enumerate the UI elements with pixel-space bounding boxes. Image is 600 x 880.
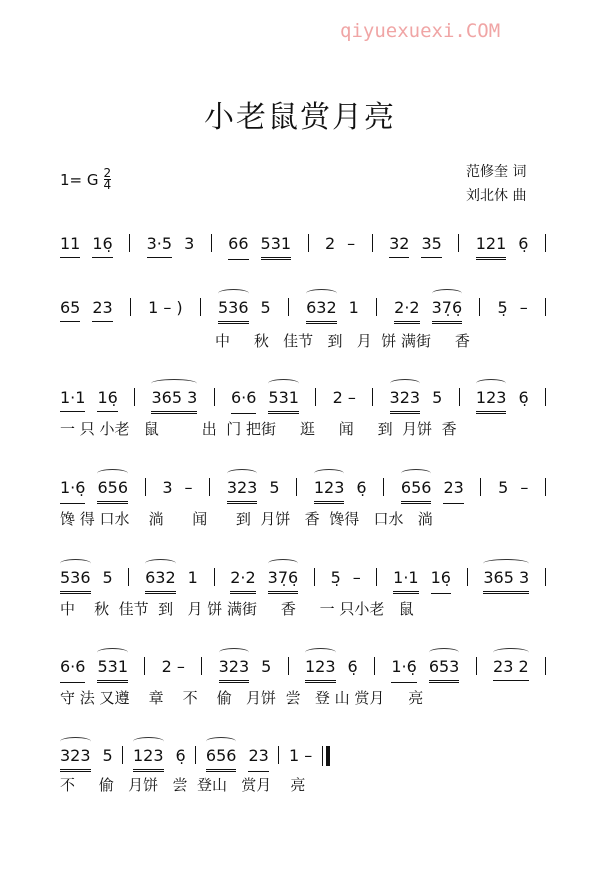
note-group: 37̣6̣ — [268, 568, 299, 594]
measure — [133, 746, 186, 772]
slur — [432, 289, 463, 298]
note-group: 1 – ) — [148, 298, 183, 317]
barline — [145, 478, 146, 496]
note-group: 656 — [206, 746, 237, 772]
note-group: 5 — [260, 298, 271, 317]
note-group: 656 — [401, 478, 432, 504]
barline — [479, 298, 480, 316]
note-group: 23 — [248, 746, 268, 772]
measure — [227, 478, 280, 504]
barline — [200, 298, 201, 316]
barline — [288, 298, 289, 316]
barline — [201, 657, 202, 675]
note-group: 65 — [60, 298, 80, 322]
note-group: 5 — [498, 478, 509, 497]
barline — [278, 746, 279, 764]
key-signature — [60, 168, 111, 191]
note-group: 5 — [102, 568, 113, 587]
measure — [230, 568, 298, 594]
note-group: 23 — [92, 298, 112, 322]
measure — [394, 298, 462, 324]
note-group: 16̣ — [92, 234, 112, 258]
note-group: 323 — [219, 657, 250, 683]
slur — [219, 648, 250, 657]
note-group: 3·5 — [147, 234, 172, 258]
slur — [206, 737, 237, 746]
note-group: 123 — [133, 746, 164, 772]
lyricist: 范修奎 词 — [466, 164, 527, 180]
barline — [128, 568, 129, 586]
lyrics-line: 不 偷 月饼 尝 登山 赏月 亮 — [60, 776, 306, 794]
measure — [60, 388, 118, 412]
note-group: 6̣ — [356, 478, 367, 497]
note-group: 1·6̣ — [391, 657, 416, 683]
music-row — [60, 234, 546, 260]
barline — [372, 388, 373, 406]
note-group: 323 — [227, 478, 258, 504]
barline — [476, 657, 477, 675]
note-group: 5̣ — [330, 568, 341, 587]
measure — [306, 298, 359, 324]
slur — [401, 469, 432, 478]
measure — [389, 234, 442, 258]
measure — [162, 478, 192, 501]
measure — [60, 234, 113, 258]
note-group: 632 — [306, 298, 337, 324]
time-signature — [104, 168, 112, 191]
measure — [305, 657, 358, 683]
note-group: 536 — [218, 298, 249, 324]
barline — [214, 388, 215, 406]
measure — [60, 568, 113, 594]
note-group: 2 – — [332, 388, 356, 407]
slur — [133, 737, 164, 746]
note-group: 6̣ — [347, 657, 358, 676]
note-group: 5 — [102, 746, 113, 765]
barline — [376, 568, 377, 586]
lyrics-line: 中 秋 佳节 到 月 饼 满街 香 — [215, 332, 470, 350]
measure — [331, 568, 361, 591]
note-group: 6·6 — [60, 657, 85, 683]
measure — [151, 388, 197, 414]
note-group: – — [520, 478, 529, 497]
credits — [466, 160, 526, 208]
note-group: 3 — [184, 234, 195, 253]
note-group: 123 — [476, 388, 507, 414]
note-group: 37̣6̣ — [432, 298, 463, 324]
barline — [308, 234, 309, 252]
note-group: 123 — [314, 478, 345, 504]
note-group: 123 — [305, 657, 336, 683]
note-group: 6̣ — [518, 388, 529, 407]
measure — [145, 568, 198, 594]
lyrics-line: 馋 得 口水 淌 闻 到 月饼 香 馋得 口水 淌 — [60, 510, 433, 528]
measure — [218, 298, 271, 324]
note-group: 6̣ — [175, 746, 186, 765]
note-group: 365 3 — [151, 388, 197, 414]
barline — [480, 478, 481, 496]
note-group: 323 — [390, 388, 421, 414]
lyrics-line: 一 只 小老 鼠 出 门 把街 逛 闻 到 月饼 香 — [60, 420, 457, 438]
music-row — [60, 298, 546, 324]
measure — [289, 746, 312, 769]
note-group: 5̣ — [497, 298, 508, 317]
note-group: 1·1 — [393, 568, 418, 594]
slur — [268, 379, 299, 388]
slur — [268, 559, 299, 568]
music-row — [60, 568, 546, 594]
slur — [314, 469, 345, 478]
note-group: 5 — [432, 388, 443, 407]
time-numerator: 2 — [103, 166, 112, 180]
measure — [60, 298, 113, 322]
barline — [545, 568, 546, 586]
barline — [211, 234, 212, 252]
note-group: 2 – — [161, 657, 185, 676]
note-group: 5 — [261, 657, 272, 676]
barline — [458, 234, 459, 252]
measure — [162, 657, 185, 680]
note-group: 531 — [268, 388, 299, 414]
measure — [401, 478, 464, 504]
slur — [305, 648, 336, 657]
note-group: 1 – — [289, 746, 313, 765]
lyrics-line: 中 秋 佳节 到 月 饼 满街 香 一 只小老 鼠 — [60, 600, 414, 618]
note-group: 6̣ — [518, 234, 529, 253]
slur — [429, 648, 460, 657]
note-group: 23 2 — [493, 657, 529, 681]
note-group: 1 — [348, 298, 359, 317]
note-group: 35 — [421, 234, 441, 258]
barline — [545, 657, 546, 675]
music-row — [60, 746, 330, 772]
barline — [214, 568, 215, 586]
key-label: 1= G — [60, 170, 99, 189]
measure — [60, 746, 113, 772]
measure — [476, 388, 529, 414]
music-row — [60, 388, 546, 414]
note-group: 1 — [187, 568, 198, 587]
note-group: 536 — [60, 568, 91, 594]
note-group: – — [347, 234, 356, 253]
note-group: 2·2 — [394, 298, 419, 324]
barline — [314, 568, 315, 586]
slur — [60, 559, 91, 568]
music-row — [60, 478, 546, 504]
final-barline — [322, 746, 330, 766]
song-title: 小老鼠赏月亮 — [204, 100, 396, 135]
barline — [134, 388, 135, 406]
barline — [296, 478, 297, 496]
note-group: 66 — [228, 234, 248, 260]
barline — [545, 234, 546, 252]
measure — [333, 388, 356, 411]
note-group: 121 — [476, 234, 507, 260]
barline — [315, 388, 316, 406]
barline — [545, 388, 546, 406]
slur — [97, 648, 128, 657]
slur — [306, 289, 337, 298]
measure — [391, 657, 459, 683]
slur — [218, 289, 249, 298]
measure — [60, 478, 128, 504]
note-group: 1·6̣ — [60, 478, 85, 504]
measure — [476, 234, 529, 260]
note-group: 323 — [60, 746, 91, 772]
note-group: 656 — [97, 478, 128, 504]
note-group: 365 3 — [483, 568, 529, 594]
note-group: 3 — [162, 478, 173, 497]
note-group: 11 — [60, 234, 80, 258]
slur — [97, 469, 128, 478]
measure — [390, 388, 443, 414]
barline — [374, 657, 375, 675]
measure — [483, 568, 529, 594]
measure — [498, 298, 528, 321]
measure — [314, 478, 367, 504]
slur — [390, 379, 421, 388]
music-row — [60, 657, 546, 683]
note-group: – — [184, 478, 193, 497]
slur — [60, 737, 91, 746]
barline — [122, 746, 123, 764]
barline — [372, 234, 373, 252]
time-denominator: 4 — [103, 178, 112, 192]
note-group: 32 — [389, 234, 409, 258]
note-group: 531 — [261, 234, 292, 260]
composer: 刘北休 曲 — [466, 188, 527, 204]
note-group: 531 — [97, 657, 128, 683]
slur — [476, 379, 507, 388]
barline — [459, 388, 460, 406]
barline — [195, 746, 196, 764]
barline — [376, 298, 377, 316]
note-group: 16̣ — [97, 388, 117, 412]
barline — [383, 478, 384, 496]
barline — [467, 568, 468, 586]
note-group: 653 — [429, 657, 460, 683]
slur — [227, 469, 258, 478]
measure — [60, 657, 128, 683]
note-group: – — [519, 298, 528, 317]
barline — [129, 234, 130, 252]
measure — [493, 657, 529, 681]
note-group: 5 — [269, 478, 280, 497]
note-group: 23 — [443, 478, 463, 504]
note-group: 6·6 — [231, 388, 256, 414]
slur — [483, 559, 529, 568]
measure — [206, 746, 269, 772]
note-group: – — [352, 568, 361, 587]
lyrics-line: 守 法 又遵 章 不 偷 月饼 尝 登 山 赏月 亮 — [60, 689, 424, 707]
slur — [493, 648, 529, 657]
measure — [231, 388, 299, 414]
measure — [148, 298, 183, 321]
note-group: 2 — [324, 234, 336, 253]
slur — [145, 559, 176, 568]
barline — [545, 478, 546, 496]
measure — [147, 234, 195, 258]
barline — [209, 478, 210, 496]
barline — [545, 298, 546, 316]
note-group: 16̣ — [431, 568, 451, 594]
note-group: 1·1 — [60, 388, 85, 412]
measure — [228, 234, 291, 260]
measure — [325, 234, 355, 257]
measure — [219, 657, 272, 683]
note-group: 632 — [145, 568, 176, 594]
barline — [144, 657, 145, 675]
watermark: qiyuexuexi.COM — [340, 20, 501, 42]
barline — [288, 657, 289, 675]
barline — [130, 298, 131, 316]
note-group: 2·2 — [230, 568, 255, 594]
slur — [151, 379, 197, 388]
measure — [498, 478, 528, 501]
measure — [393, 568, 451, 594]
